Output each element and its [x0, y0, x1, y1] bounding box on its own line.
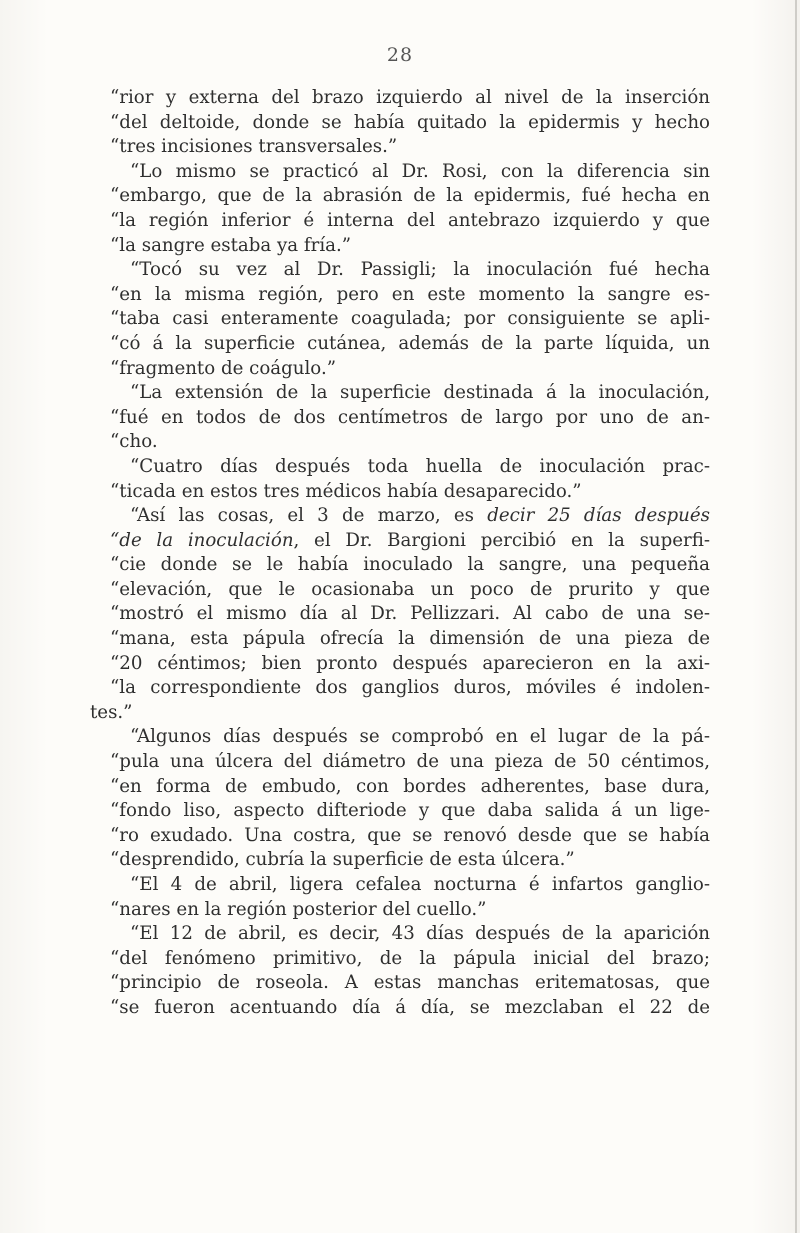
- text-line: “en la misma región, pero en este momento la sangre es-: [110, 283, 710, 305]
- text-line: “taba casi enteramente coagulada; por consiguiente se apli-: [110, 308, 710, 330]
- text-line: “pula una úlcera del diámetro de una pieza de 50 céntimos,: [110, 751, 710, 773]
- text-line: “la región inferior é interna del antebrazo izquierdo y que: [110, 209, 710, 231]
- italic-segment: decir 25 días después: [487, 505, 710, 527]
- page-edge-divider: [795, 0, 797, 1233]
- text-line: “mostró el mismo día al Dr. Pellizzari. Al cabo de una se-: [110, 603, 710, 625]
- text-line: “fondo liso, aspecto difteriode y que daba salida á un lige-: [110, 800, 710, 822]
- text-line: “ticada en estos tres médicos había desaparecido.”: [110, 480, 582, 502]
- text-line: “Lo mismo se practicó al Dr. Rosi, con la diferencia sin: [130, 160, 710, 182]
- text-line: “la sangre estaba ya fría.”: [110, 234, 352, 256]
- text-line: “fragmento de coágulo.”: [110, 357, 337, 379]
- text-line: “có á la superficie cutánea, además de la parte líquida, un: [110, 332, 710, 354]
- text-line: “fué en todos de dos centímetros de largo por uno de an-: [110, 406, 710, 428]
- text-line: “la correspondiente dos ganglios duros, móviles é indolen-: [110, 677, 710, 699]
- text-line: “mana, esta pápula ofrecía la dimensión de una pieza de: [110, 628, 710, 650]
- text-line: “Tocó su vez al Dr. Passigli; la inoculación fué hecha: [130, 259, 710, 281]
- text-line: “cie donde se le había inoculado la sangre, una pequeña: [110, 554, 710, 576]
- text-line: “El 4 de abril, ligera cefalea nocturna é infartos ganglio-: [130, 874, 710, 895]
- text-line: “Algunos días después se comprobó en el lugar de la pá-: [130, 726, 710, 748]
- text-line: “Cuatro días después toda huella de inoculación prac-: [130, 455, 710, 477]
- text-line: “20 céntimos; bien pronto después aparecieron en la axi-: [110, 652, 710, 674]
- body-text: [90, 86, 710, 1021]
- text-line: “nares en la región posterior del cuello.”: [110, 898, 487, 920]
- text-line: “rior y externa del brazo izquierdo al nivel de la inserción: [110, 87, 710, 108]
- text-line: “ro exudado. Una costra, que se renovó desde que se había: [110, 824, 710, 846]
- text-segment: , el Dr. Bargioni percibió en la superfi-: [293, 529, 710, 551]
- text-line: “embargo, que de la abrasión de la epidermis, fué hecha en: [110, 185, 710, 207]
- text-line: “desprendido, cubría la superficie de esta úlcera.”: [110, 849, 575, 871]
- text-line: “se fueron acentuando día á día, se mezclaban el 22 de: [110, 996, 710, 1018]
- text-line: “en forma de embudo, con bordes adherentes, base dura,: [110, 775, 710, 797]
- text-line: “tres incisiones transversales.”: [110, 136, 398, 158]
- text-line: “La extensión de la superficie destinada á la inoculación,: [130, 382, 710, 404]
- text-line: tes.”: [90, 701, 133, 723]
- text-line: “del fenómeno primitivo, de la pápula inicial del brazo;: [110, 947, 710, 969]
- page-number: 28: [386, 44, 414, 66]
- text-line: “del deltoide, donde se había quitado la epidermis y hecho: [110, 111, 710, 133]
- text-line: [110, 529, 710, 554]
- text-segment: “Así las cosas, el 3 de marzo, es: [130, 505, 488, 527]
- text-line: [110, 504, 710, 529]
- text-line: “cho.: [110, 431, 158, 453]
- text-line: “elevación, que le ocasionaba un poco de prurito y que: [110, 578, 710, 600]
- text-line: “principio de roseola. A estas manchas eritematosas, que: [110, 972, 710, 994]
- italic-segment: “de la inoculación: [110, 529, 294, 551]
- text-line: “El 12 de abril, es decir, 43 días después de la aparición: [130, 923, 710, 945]
